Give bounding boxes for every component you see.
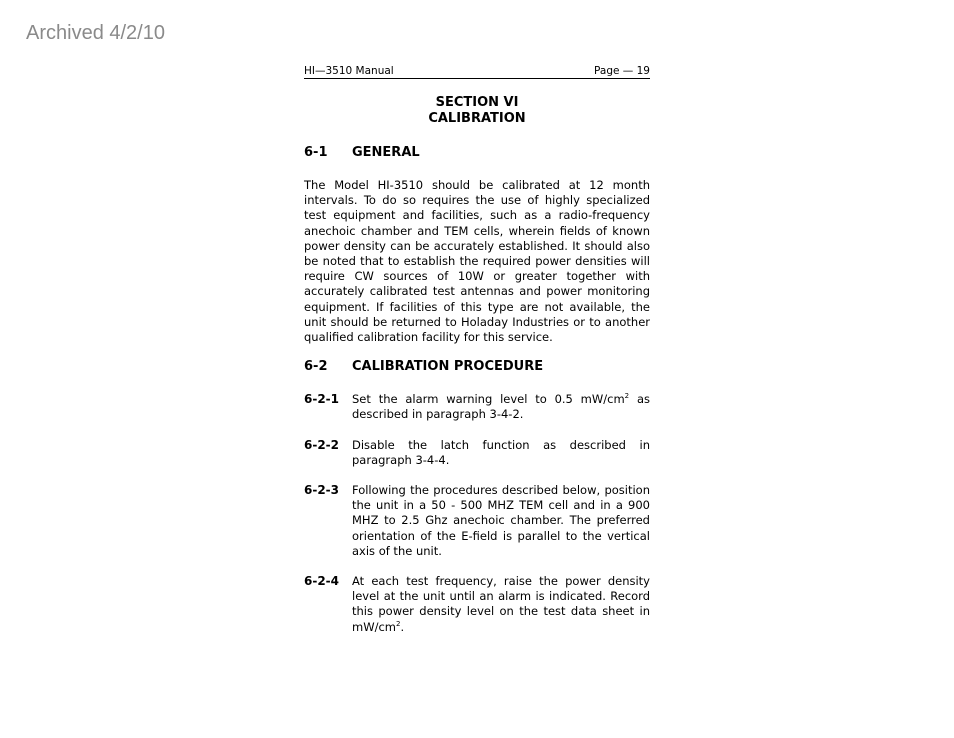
step-text-part: Disable the latch function as described in paragraph 3-4-4. <box>352 437 650 467</box>
step-text-part: Following the procedures described below, position the unit in a 50 - 500 MHZ TEM cell and in a 900 MHZ to 2.5 Ghz anechoic chamber. The preferred orientation of the E-field is parallel to the vertical axis of the unit. <box>352 483 650 558</box>
heading-number: 6-2 <box>304 359 328 375</box>
procedure-step <box>304 438 650 468</box>
heading-calibration-procedure <box>304 359 650 375</box>
step-text <box>352 392 650 422</box>
section-number: SECTION VI <box>435 95 519 110</box>
step-number: 6-2-3 <box>304 483 340 498</box>
superscript: 2 <box>395 619 401 628</box>
heading-number: 6-1 <box>304 145 328 160</box>
section-name: CALIBRATION <box>428 111 526 126</box>
heading-general <box>304 145 650 161</box>
step-number: 6-2-1 <box>304 392 340 407</box>
step-text-part: as described in paragraph 3-4-2. <box>352 392 650 422</box>
manual-page <box>304 64 650 635</box>
step-text-part: . <box>400 619 405 634</box>
archive-watermark: Archived 4/2/10 <box>26 22 165 44</box>
step-text <box>352 483 650 559</box>
step-text-part: Set the alarm warning level to 0.5 mW/cm <box>352 392 625 407</box>
heading-title: CALIBRATION PROCEDURE <box>352 359 544 375</box>
general-paragraph: The Model HI-3510 should be calibrated at 12 month intervals. To do so requires the use of highly specialized test equipment and facilities, such as a radio-frequency anechoic chamber and TEM cells, wherein fields of known power density can be accurately established. It should also be noted that to establish the required power densities will require CW sources of 10W or greater together with accurately calibrated test antennas and power monitoring equipment. If facilities of this type are not available, the unit should be returned to Holaday Industries or to another qualified calibration facility for this service. <box>304 178 650 345</box>
page-header <box>304 64 650 79</box>
manual-title: HI—3510 Manual <box>304 65 394 77</box>
step-number: 6-2-4 <box>304 574 340 589</box>
page-number: Page — 19 <box>594 65 650 77</box>
superscript: 2 <box>624 392 630 401</box>
section-title <box>304 95 650 127</box>
procedure-step <box>304 392 650 422</box>
procedure-step <box>304 483 650 559</box>
heading-title: GENERAL <box>352 145 420 160</box>
step-text <box>352 574 650 635</box>
step-text <box>352 438 650 468</box>
step-number: 6-2-2 <box>304 437 340 452</box>
step-text-part: At each test frequency, raise the power density level at the unit until an alarm is indicated. Record this power density level on the test data sheet in mW/cm <box>352 574 650 634</box>
procedure-step <box>304 574 650 635</box>
